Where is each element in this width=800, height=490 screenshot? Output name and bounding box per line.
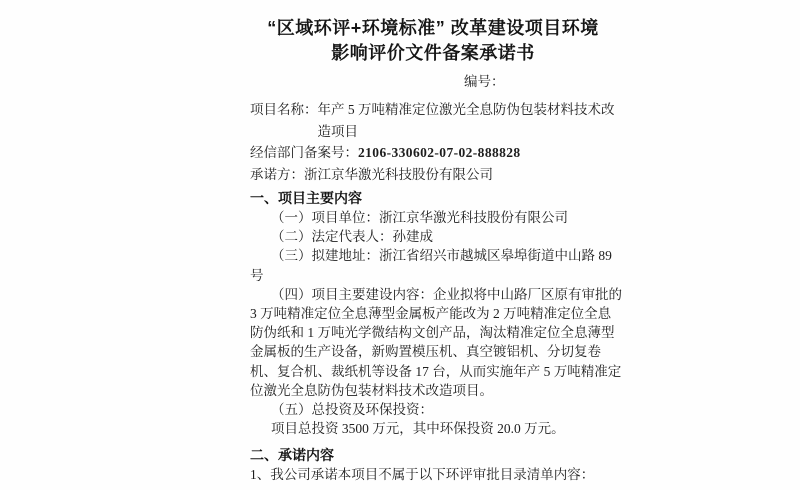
field-promisor-label: 承诺方： <box>250 166 304 182</box>
field-project-name-label: 项目名称： <box>250 102 318 117</box>
field-promisor <box>250 164 624 186</box>
document-title-line1: “区域环评+环境标准” 改革建设项目环境 <box>267 18 599 38</box>
section1-paragraph-proposed-address: （三）拟建地址：浙江省绍兴市越城区皋埠街道中山路 89 号 <box>250 248 612 283</box>
section1-paragraph-project-unit: （一）项目单位：浙江京华激光科技股份有限公司 <box>271 210 568 225</box>
section2-heading: 二、承诺内容 <box>250 447 334 464</box>
header-fields <box>250 99 624 185</box>
field-project-name-value: 年产 5 万吨精准定位激光全息防伪包装材料技术改造项目 <box>317 102 615 139</box>
section2-paragraph-commitment-1: 1、我公司承诺本项目不属于以下环评审批目录清单内容： <box>250 467 595 483</box>
field-project-name <box>250 99 624 142</box>
section1-paragraph-main-construction: （四）项目主要建设内容：企业拟将中山路厂区原有审批的 3 万吨精准定位全息薄型金属板产能改为 2 万吨精准定位全息防伪纸和 1 万吨光学微结构文创产品，淘汰精准定位全息薄型金属板的生产设备，新购置模压机、真空镀铝机、分切复卷机、复合机、裁纸机等设备 17 台，从而实施年产 5 万吨精准定位激光全息防伪包装材料技术改造项目。 <box>250 286 622 398</box>
serial-number-field <box>464 73 624 90</box>
section1-paragraph-investment-heading: （五）总投资及环保投资： <box>271 402 433 418</box>
document-content <box>250 16 624 485</box>
section1-paragraph-legal-representative: （二）法定代表人：孙建成 <box>271 229 433 245</box>
section-project-content <box>250 189 624 438</box>
serial-number-label: 编号： <box>464 74 505 89</box>
document-title <box>226 16 640 65</box>
document-title-line2: 影响评价文件备案承诺书 <box>331 42 535 63</box>
section-commitment <box>250 446 624 484</box>
field-record-number <box>250 142 624 164</box>
field-record-number-value: 2106-330602-07-02-888828 <box>358 145 521 160</box>
section1-paragraph-investment-detail: 项目总投资 3500 万元，其中环保投资 20.0 万元。 <box>271 421 565 437</box>
field-record-number-label: 经信部门备案号： <box>250 145 358 160</box>
field-promisor-value: 浙江京华激光科技股份有限公司 <box>304 166 493 182</box>
section1-heading: 一、项目主要内容 <box>250 190 362 206</box>
